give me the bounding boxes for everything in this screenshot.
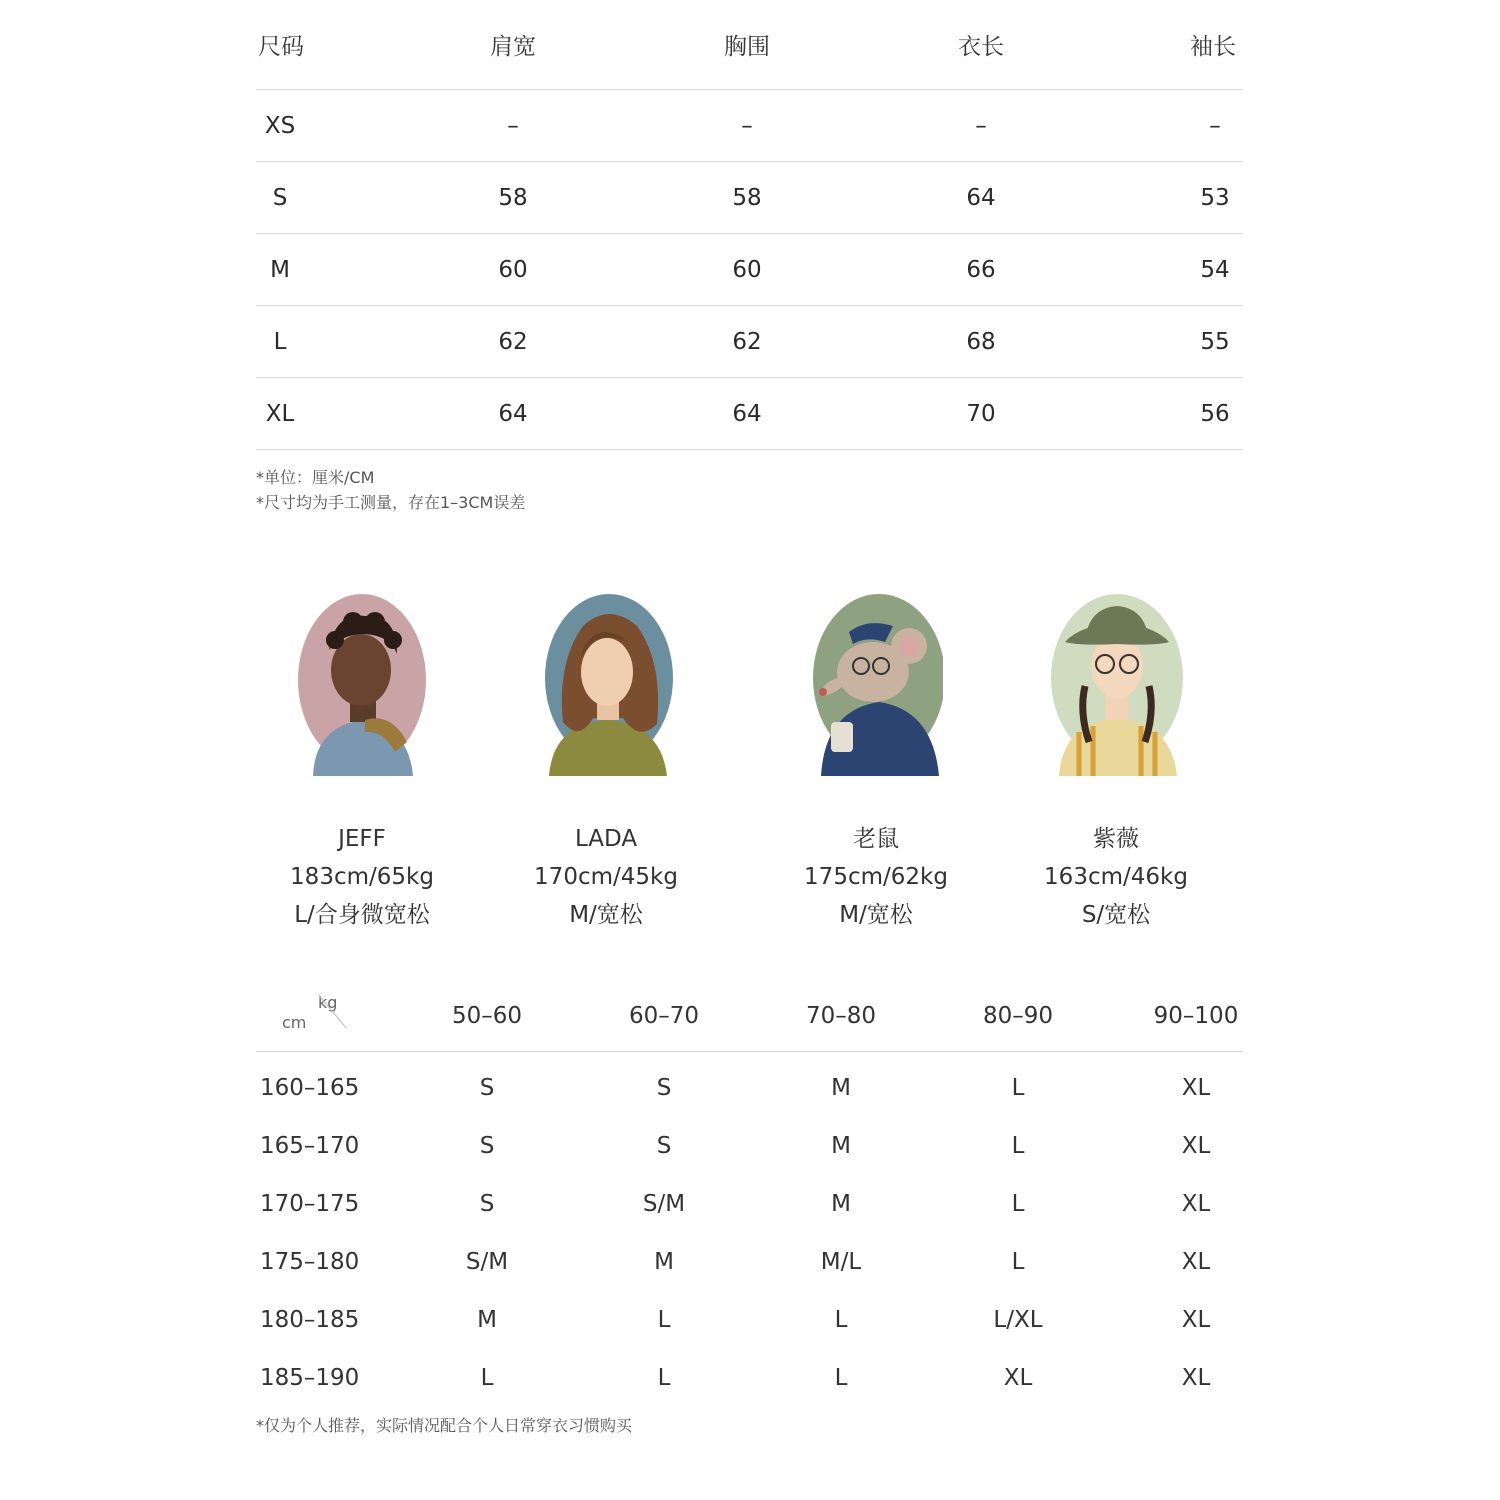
size-cell: XL [1003, 1365, 1033, 1391]
size-cell: S [656, 1133, 672, 1159]
model-card-lada [486, 592, 726, 934]
chest-cell: 60 [732, 256, 762, 283]
sleeve-cell: 56 [1200, 400, 1230, 427]
sleeve-cell: 54 [1200, 256, 1230, 283]
size-cell: XL [1181, 1307, 1211, 1333]
size-cell: L [1011, 1249, 1025, 1275]
table-row [256, 90, 1243, 162]
weight-header: 70–80 [805, 1003, 877, 1029]
size-cell: L [273, 328, 287, 355]
header-length: 衣长 [958, 34, 1004, 60]
size-cell: L [657, 1365, 671, 1391]
size-cell: L/XL [993, 1307, 1043, 1333]
table-row [256, 378, 1243, 450]
size-cell: M [270, 256, 290, 283]
model-card-jeff [242, 592, 482, 934]
table-row [256, 1239, 1243, 1297]
size-cell: XL [1181, 1133, 1211, 1159]
model-fit: S/宽松 [1081, 902, 1151, 928]
size-cell: S/M [642, 1191, 686, 1217]
size-cell: M [477, 1307, 497, 1333]
model-fit: M/宽松 [569, 902, 643, 928]
model-fit: L/合身微宽松 [294, 902, 430, 928]
size-cell: L [1011, 1133, 1025, 1159]
model-card-ziwei [996, 592, 1236, 934]
model-fit: M/宽松 [839, 902, 913, 928]
model-avatar [295, 592, 429, 776]
model-card-mouse [756, 592, 996, 934]
model-name: JEFF [338, 826, 386, 852]
model-body: 163cm/46kg [1044, 864, 1188, 890]
size-cell: M [831, 1133, 851, 1159]
model-avatar [809, 592, 943, 776]
model-body: 175cm/62kg [804, 864, 948, 890]
shoulder-cell: 64 [498, 400, 528, 427]
corner-kg-label: kg [318, 993, 338, 1012]
length-cell: – [975, 112, 987, 139]
sleeve-cell: 55 [1200, 328, 1230, 355]
size-cell: M [831, 1075, 851, 1101]
size-cell: XL [1181, 1191, 1211, 1217]
chest-cell: 62 [732, 328, 762, 355]
recommendation-footnote: *仅为个人推荐，实际情况配合个人日常穿衣习惯购买 [256, 1416, 633, 1435]
measurement-notes [256, 465, 525, 515]
size-cell: L [1011, 1191, 1025, 1217]
size-cell: S/M [465, 1249, 509, 1275]
table-row [256, 1052, 1243, 1123]
sleeve-cell: – [1209, 112, 1221, 139]
table-row [256, 1297, 1243, 1355]
chest-cell: 64 [732, 400, 762, 427]
weight-header: 80–90 [982, 1003, 1054, 1029]
table-row [256, 162, 1243, 234]
table-row [256, 234, 1243, 306]
height-cell: 180–185 [260, 1307, 360, 1333]
header-chest: 胸围 [724, 34, 770, 60]
model-avatar [539, 592, 673, 776]
error-note: *尺寸均为手工测量，存在1–3CM误差 [256, 493, 526, 512]
model-name: 紫薇 [1093, 826, 1139, 852]
model-name: 老鼠 [853, 826, 899, 852]
weight-header: 50–60 [451, 1003, 523, 1029]
size-cell: XS [264, 112, 296, 139]
length-cell: 70 [966, 400, 996, 427]
size-cell: XL [265, 400, 295, 427]
header-size: 尺码 [258, 34, 304, 60]
model-avatar [1049, 592, 1183, 776]
shoulder-cell: 58 [498, 184, 528, 211]
shoulder-cell: – [507, 112, 519, 139]
size-cell: XL [1181, 1075, 1211, 1101]
corner-cm-label: cm [282, 1013, 307, 1032]
table-row [256, 306, 1243, 378]
size-cell: S [479, 1075, 495, 1101]
chest-cell: – [741, 112, 753, 139]
shoulder-cell: 62 [498, 328, 528, 355]
height-cell: 165–170 [260, 1133, 360, 1159]
height-cell: 170–175 [260, 1191, 360, 1217]
size-cell: M [654, 1249, 674, 1275]
size-chart-header [256, 0, 1243, 90]
size-chart-table [256, 0, 1243, 450]
table-row [256, 1123, 1243, 1181]
unit-note: *单位：厘米/CM [256, 468, 375, 487]
length-cell: 64 [966, 184, 996, 211]
size-cell: XL [1181, 1249, 1211, 1275]
length-cell: 66 [966, 256, 996, 283]
size-cell: L [480, 1365, 494, 1391]
recommendation-header [256, 985, 1243, 1052]
sleeve-cell: 53 [1200, 184, 1230, 211]
size-cell: S [479, 1133, 495, 1159]
model-name: LADA [574, 826, 638, 852]
header-sleeve: 袖长 [1190, 34, 1236, 60]
length-cell: 68 [966, 328, 996, 355]
shoulder-cell: 60 [498, 256, 528, 283]
size-cell: L [657, 1307, 671, 1333]
size-cell: S [272, 184, 288, 211]
model-body: 183cm/65kg [290, 864, 434, 890]
table-row [256, 1181, 1243, 1239]
header-shoulder: 肩宽 [490, 34, 536, 60]
size-recommendation-table [256, 985, 1243, 1413]
size-cell: XL [1181, 1365, 1211, 1391]
height-cell: 185–190 [260, 1365, 360, 1391]
size-cell: L [1011, 1075, 1025, 1101]
table-row [256, 1355, 1243, 1413]
height-cell: 160–165 [260, 1075, 360, 1101]
weight-header: 60–70 [628, 1003, 700, 1029]
weight-header: 90–100 [1153, 1003, 1239, 1029]
corner-axis-label [280, 991, 350, 1041]
size-cell: M [831, 1191, 851, 1217]
chest-cell: 58 [732, 184, 762, 211]
size-cell: M/L [820, 1249, 862, 1275]
size-cell: L [834, 1365, 848, 1391]
height-cell: 175–180 [260, 1249, 360, 1275]
model-body: 170cm/45kg [534, 864, 678, 890]
size-cell: S [656, 1075, 672, 1101]
size-cell: S [479, 1191, 495, 1217]
size-cell: L [834, 1307, 848, 1333]
